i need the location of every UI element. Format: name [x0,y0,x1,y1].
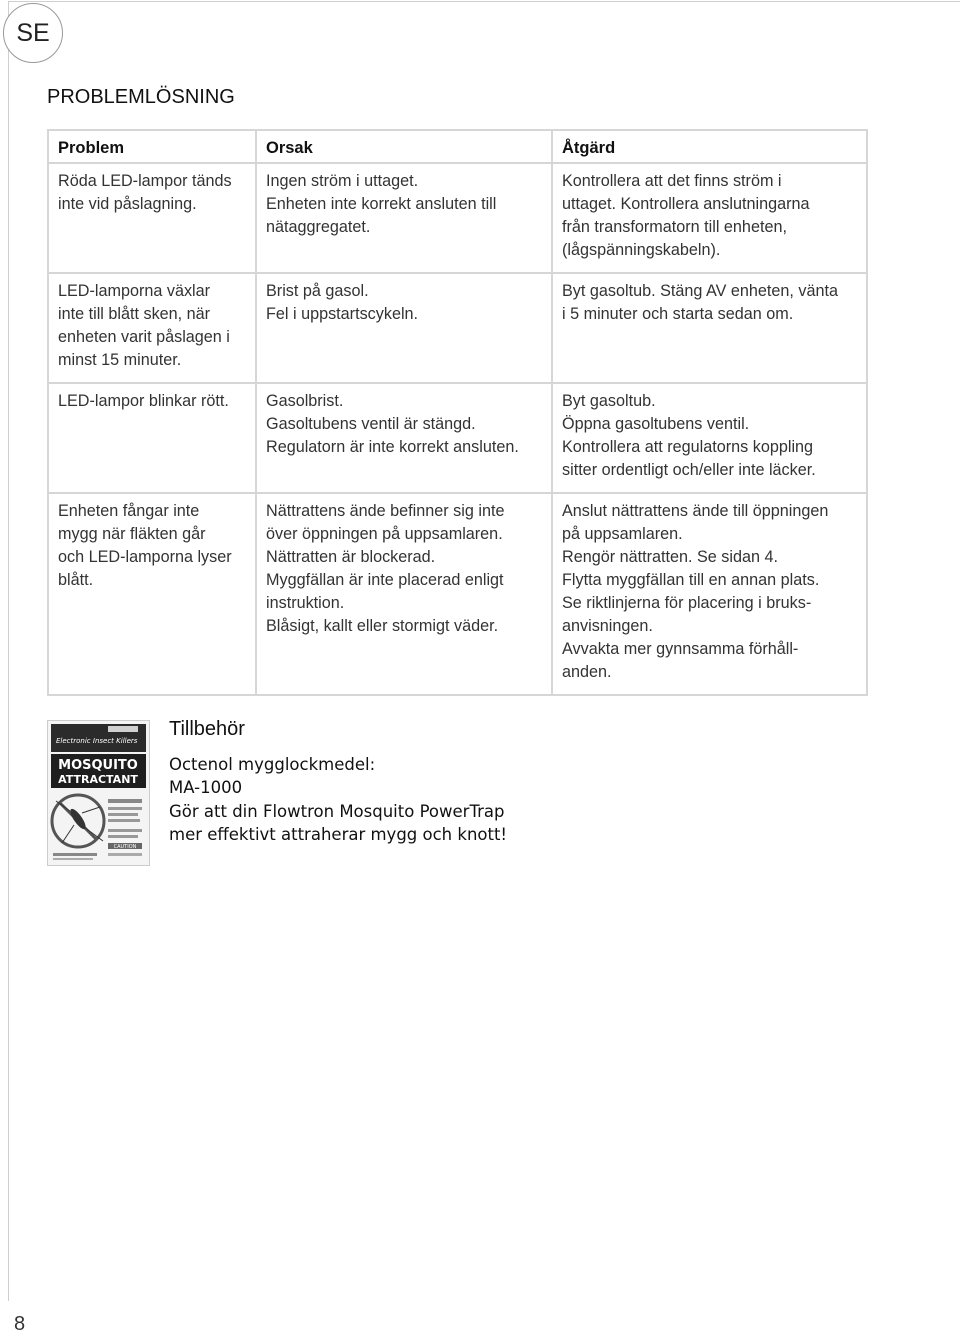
cause-text-line: Enheten inte korrekt ansluten till [266,195,497,213]
header-action: Åtgärd [552,130,867,163]
action-text-line: anden. [562,663,612,681]
package-top-text: Electronic Insect Killers [56,737,138,745]
language-badge: SE [3,3,63,63]
cause-text-line: över öppningen på uppsamlaren. [266,525,503,543]
cause-text-line: Nättrattens ände befinner sig inte [266,502,505,520]
action-text-line: Kontrollera att regulatorns koppling [562,438,814,456]
cause-cell [256,273,552,383]
problem-cell [48,163,256,273]
action-cell [552,493,867,695]
action-text-line: Öppna gasoltubens ventil. [562,415,750,433]
action-text-line: Flytta myggfällan till en annan plats. [562,571,820,589]
problem-cell [48,493,256,695]
cause-text-line: Myggfällan är inte placerad enligt [266,571,504,589]
cause-text-line: Regulatorn är inte korrekt ansluten. [266,438,519,456]
package-warning: CAUTION [113,844,137,850]
action-text-line: i 5 minuter och starta sedan om. [562,305,794,323]
cause-text-line: Nättratten är blockerad. [266,548,436,566]
action-text-line: (lågspänningskabeln). [562,241,721,259]
problem-text-line: blått. [58,571,94,589]
accessory-line: Octenol mygglockmedel: [169,755,376,774]
cause-text-line: Ingen ström i uttaget. [266,172,419,190]
action-cell [552,163,867,273]
action-text-line: Se riktlinjerna för placering i bruks- [562,594,812,612]
action-text-line: uttaget. Kontrollera anslutningarna [562,195,810,213]
action-text-line: Avvakta mer gynnsamma förhåll- [562,640,799,658]
table-row [48,383,867,493]
problem-text-line: LED-lampor blinkar rött. [58,392,229,410]
cause-text-line: Gasolbrist. [266,392,344,410]
problem-text-line: LED-lamporna växlar [58,282,211,300]
table-row [48,163,867,273]
action-cell [552,383,867,493]
page-number: 8 [14,1313,26,1335]
cause-cell [256,383,552,493]
problem-text-line: mygg när fläkten går [58,525,206,543]
action-text-line: sitter ordentligt och/eller inte läcker. [562,461,816,479]
action-text-line: anvisningen. [562,617,653,635]
problem-text-line: inte vid påslagning. [58,195,197,213]
action-text-line: Rengör nättratten. Se sidan 4. [562,548,778,566]
cause-text-line: nätaggregatet. [266,218,371,236]
cause-text-line: Fel i uppstartscykeln. [266,305,419,323]
problem-text-line: och LED-lamporna lyser [58,548,232,566]
header-problem: Problem [48,130,256,163]
cause-cell [256,163,552,273]
action-text-line: Anslut nättrattens ände till öppningen [562,502,829,520]
action-cell [552,273,867,383]
page-title: PROBLEMLÖSNING [47,86,235,108]
accessory-line: mer effektivt attraherar mygg och knott! [169,824,508,844]
cause-text-line: instruktion. [266,594,345,612]
problem-text-line: Röda LED-lampor tänds [58,172,232,190]
package-title-line2: ATTRACTANT [58,773,138,786]
action-text-line: Byt gasoltub. Stäng AV enheten, vänta [562,282,838,300]
problem-text-line: Enheten fångar inte [58,502,200,520]
table-body [48,163,867,695]
cause-text-line: Brist på gasol. [266,282,369,300]
cause-text-line: Blåsigt, kallt eller stormigt väder. [266,617,499,635]
problem-text-line: minst 15 minuter. [58,351,182,369]
page-frame-top [8,1,960,2]
cause-text-line: Gasoltubens ventil är stängd. [266,415,476,433]
troubleshooting-table [47,129,868,696]
problem-text-line: inte till blått sken, när [58,305,211,323]
table-header-row [48,130,867,163]
action-text-line: Kontrollera att det finns ström i [562,172,782,190]
package-title-line1: MOSQUITO [58,758,138,773]
accessory-line: MA-1000 [169,778,243,798]
problem-cell [48,273,256,383]
accessories-heading: Tillbehör [169,718,245,740]
page-frame-left [8,1,9,1301]
header-cause: Orsak [256,130,552,163]
table-row [48,273,867,383]
cause-cell [256,493,552,695]
mosquito-attractant-package-image [47,720,150,866]
accessory-line: Gör att din Flowtron Mosquito PowerTrap [169,801,505,821]
action-text-line: på uppsamlaren. [562,525,683,543]
action-text-line: Byt gasoltub. [562,392,656,410]
table-row [48,493,867,695]
problem-cell [48,383,256,493]
problem-text-line: enheten varit påslagen i [58,328,230,346]
action-text-line: från transformatorn till enheten, [562,218,787,236]
accessory-description [169,753,507,846]
